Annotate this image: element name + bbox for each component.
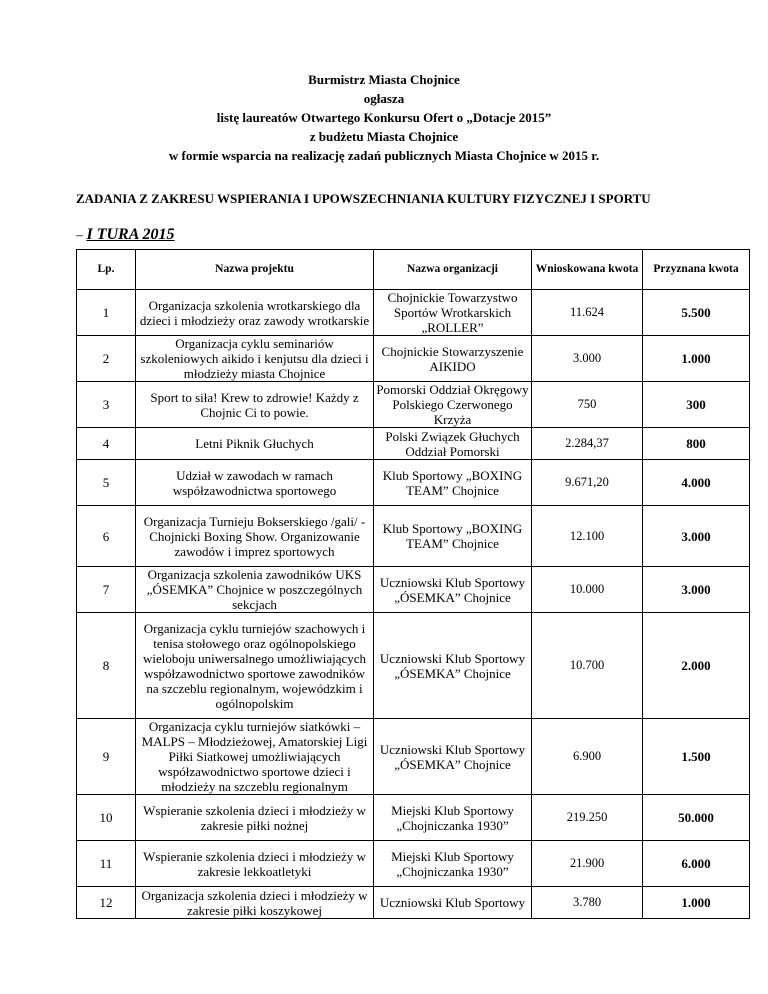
- header-line-support: w formie wsparcia na realizację zadań publicznych Miasta Chojnice w 2015 r.: [168, 148, 600, 163]
- cell-requested: 750: [532, 382, 643, 428]
- round-heading: [76, 225, 175, 246]
- cell-organization: Klub Sportowy „BOXING TEAM” Chojnice: [374, 506, 532, 567]
- round-label: I TURA 2015: [86, 226, 175, 243]
- cell-granted: 50.000: [643, 795, 750, 841]
- cell-organization: Miejski Klub Sportowy „Chojniczanka 1930”: [374, 841, 532, 887]
- cell-granted: 1.000: [643, 887, 750, 919]
- cell-organization: Klub Sportowy „BOXING TEAM” Chojnice: [374, 460, 532, 506]
- cell-project: Organizacja szkolenia dzieci i młodzieży w zakresie piłki koszykowej: [136, 887, 374, 919]
- cell-lp: 7: [77, 567, 136, 613]
- cell-granted: 1.000: [643, 336, 750, 382]
- document-header: [0, 70, 768, 165]
- cell-lp: 2: [77, 336, 136, 382]
- cell-lp: 8: [77, 613, 136, 719]
- cell-organization: Chojnickie Towarzystwo Sportów Wrotkarskich „ROLLER”: [374, 290, 532, 336]
- table-row: [77, 382, 750, 428]
- cell-project: Wspieranie szkolenia dzieci i młodzieży w zakresie piłki nożnej: [136, 795, 374, 841]
- cell-organization: Chojnickie Stowarzyszenie AIKIDO: [374, 336, 532, 382]
- col-header-project: Nazwa projektu: [136, 250, 374, 290]
- cell-project: Organizacja szkolenia wrotkarskiego dla dzieci i młodzieży oraz zawody wrotkarskie: [136, 290, 374, 336]
- cell-granted: 3.000: [643, 506, 750, 567]
- cell-organization: Pomorski Oddział Okręgowy Polskiego Czerwonego Krzyża: [374, 382, 532, 428]
- cell-lp: 4: [77, 428, 136, 460]
- cell-organization: Miejski Klub Sportowy „Chojniczanka 1930”: [374, 795, 532, 841]
- cell-organization: Uczniowski Klub Sportowy „ÓSEMKA” Chojnice: [374, 613, 532, 719]
- round-dash: –: [76, 228, 87, 243]
- cell-requested: 6.900: [532, 719, 643, 795]
- col-header-granted: Przyznana kwota: [643, 250, 750, 290]
- cell-requested: 12.100: [532, 506, 643, 567]
- header-line-laureates: listę laureatów Otwartego Konkursu Ofert o „Dotacje 2015”: [216, 110, 552, 125]
- cell-requested: 2.284,37: [532, 428, 643, 460]
- cell-project: Organizacja szkolenia zawodników UKS „ÓSEMKA” Chojnice w poszczególnych sekcjach: [136, 567, 374, 613]
- table-row: [77, 336, 750, 382]
- cell-lp: 10: [77, 795, 136, 841]
- table-row: [77, 887, 750, 919]
- cell-organization: Uczniowski Klub Sportowy: [374, 887, 532, 919]
- cell-granted: 1.500: [643, 719, 750, 795]
- cell-project: Organizacja cyklu seminariów szkoleniowych aikido i kenjutsu dla dzieci i młodzieży miasta Chojnice: [136, 336, 374, 382]
- table-row: [77, 428, 750, 460]
- cell-organization: Uczniowski Klub Sportowy „ÓSEMKA” Chojnice: [374, 719, 532, 795]
- cell-granted: 300: [643, 382, 750, 428]
- col-header-requested: Wnioskowana kwota: [532, 250, 643, 290]
- cell-project: Letni Piknik Głuchych: [136, 428, 374, 460]
- cell-project: Organizacja cyklu turniejów szachowych i tenisa stołowego oraz ogólnopolskiego wieloboju uniwersalnego umożliwiających współzawodnictwo sportowe zawodników na szczeblu regionalnym, wojewódzkim i ogólnopolskim: [136, 613, 374, 719]
- table-row: [77, 567, 750, 613]
- cell-lp: 11: [77, 841, 136, 887]
- header-line-announces: ogłasza: [363, 91, 405, 106]
- cell-project: Organizacja Turnieju Bokserskiego /gali/ - Chojnicki Boxing Show. Organizowanie zawodów i imprez sportowych: [136, 506, 374, 567]
- header-line-budget: z budżetu Miasta Chojnice: [309, 129, 459, 144]
- cell-requested: 9.671,20: [532, 460, 643, 506]
- cell-requested: 10.000: [532, 567, 643, 613]
- cell-granted: 2.000: [643, 613, 750, 719]
- cell-lp: 12: [77, 887, 136, 919]
- table-row: [77, 460, 750, 506]
- cell-lp: 3: [77, 382, 136, 428]
- header-line-mayor: Burmistrz Miasta Chojnice: [308, 72, 460, 87]
- cell-project: Wspieranie szkolenia dzieci i młodzieży w zakresie lekkoatletyki: [136, 841, 374, 887]
- cell-lp: 1: [77, 290, 136, 336]
- cell-requested: 3.000: [532, 336, 643, 382]
- cell-granted: 800: [643, 428, 750, 460]
- table-header-row: [77, 250, 750, 290]
- cell-requested: 11.624: [532, 290, 643, 336]
- cell-lp: 9: [77, 719, 136, 795]
- cell-project: Udział w zawodach w ramach współzawodnictwa sportowego: [136, 460, 374, 506]
- cell-granted: 3.000: [643, 567, 750, 613]
- section-title: ZADANIA Z ZAKRESU WSPIERANIA I UPOWSZECHNIANIA KULTURY FIZYCZNEJ I SPORTU: [76, 191, 651, 206]
- cell-requested: 219.250: [532, 795, 643, 841]
- cell-organization: Polski Związek Głuchych Oddział Pomorski: [374, 428, 532, 460]
- cell-lp: 6: [77, 506, 136, 567]
- col-header-lp: Lp.: [77, 250, 136, 290]
- cell-requested: 3.780: [532, 887, 643, 919]
- table-row: [77, 290, 750, 336]
- col-header-organization: Nazwa organizacji: [374, 250, 532, 290]
- cell-granted: 4.000: [643, 460, 750, 506]
- cell-lp: 5: [77, 460, 136, 506]
- cell-requested: 10.700: [532, 613, 643, 719]
- cell-granted: 6.000: [643, 841, 750, 887]
- cell-project: Organizacja cyklu turniejów siatkówki – MALPS – Młodzieżowej, Amatorskiej Ligi Piłki Siatkowej umożliwiających współzawodnictwo sportowe dzieci i młodzieży na szczeblu regionalnym: [136, 719, 374, 795]
- cell-project: Sport to siła! Krew to zdrowie! Każdy z Chojnic Ci to powie.: [136, 382, 374, 428]
- table-row: [77, 795, 750, 841]
- cell-granted: 5.500: [643, 290, 750, 336]
- table-row: [77, 841, 750, 887]
- cell-organization: Uczniowski Klub Sportowy „ÓSEMKA” Chojnice: [374, 567, 532, 613]
- table-row: [77, 719, 750, 795]
- table-row: [77, 506, 750, 567]
- grants-table: [76, 249, 750, 919]
- cell-requested: 21.900: [532, 841, 643, 887]
- table-row: [77, 613, 750, 719]
